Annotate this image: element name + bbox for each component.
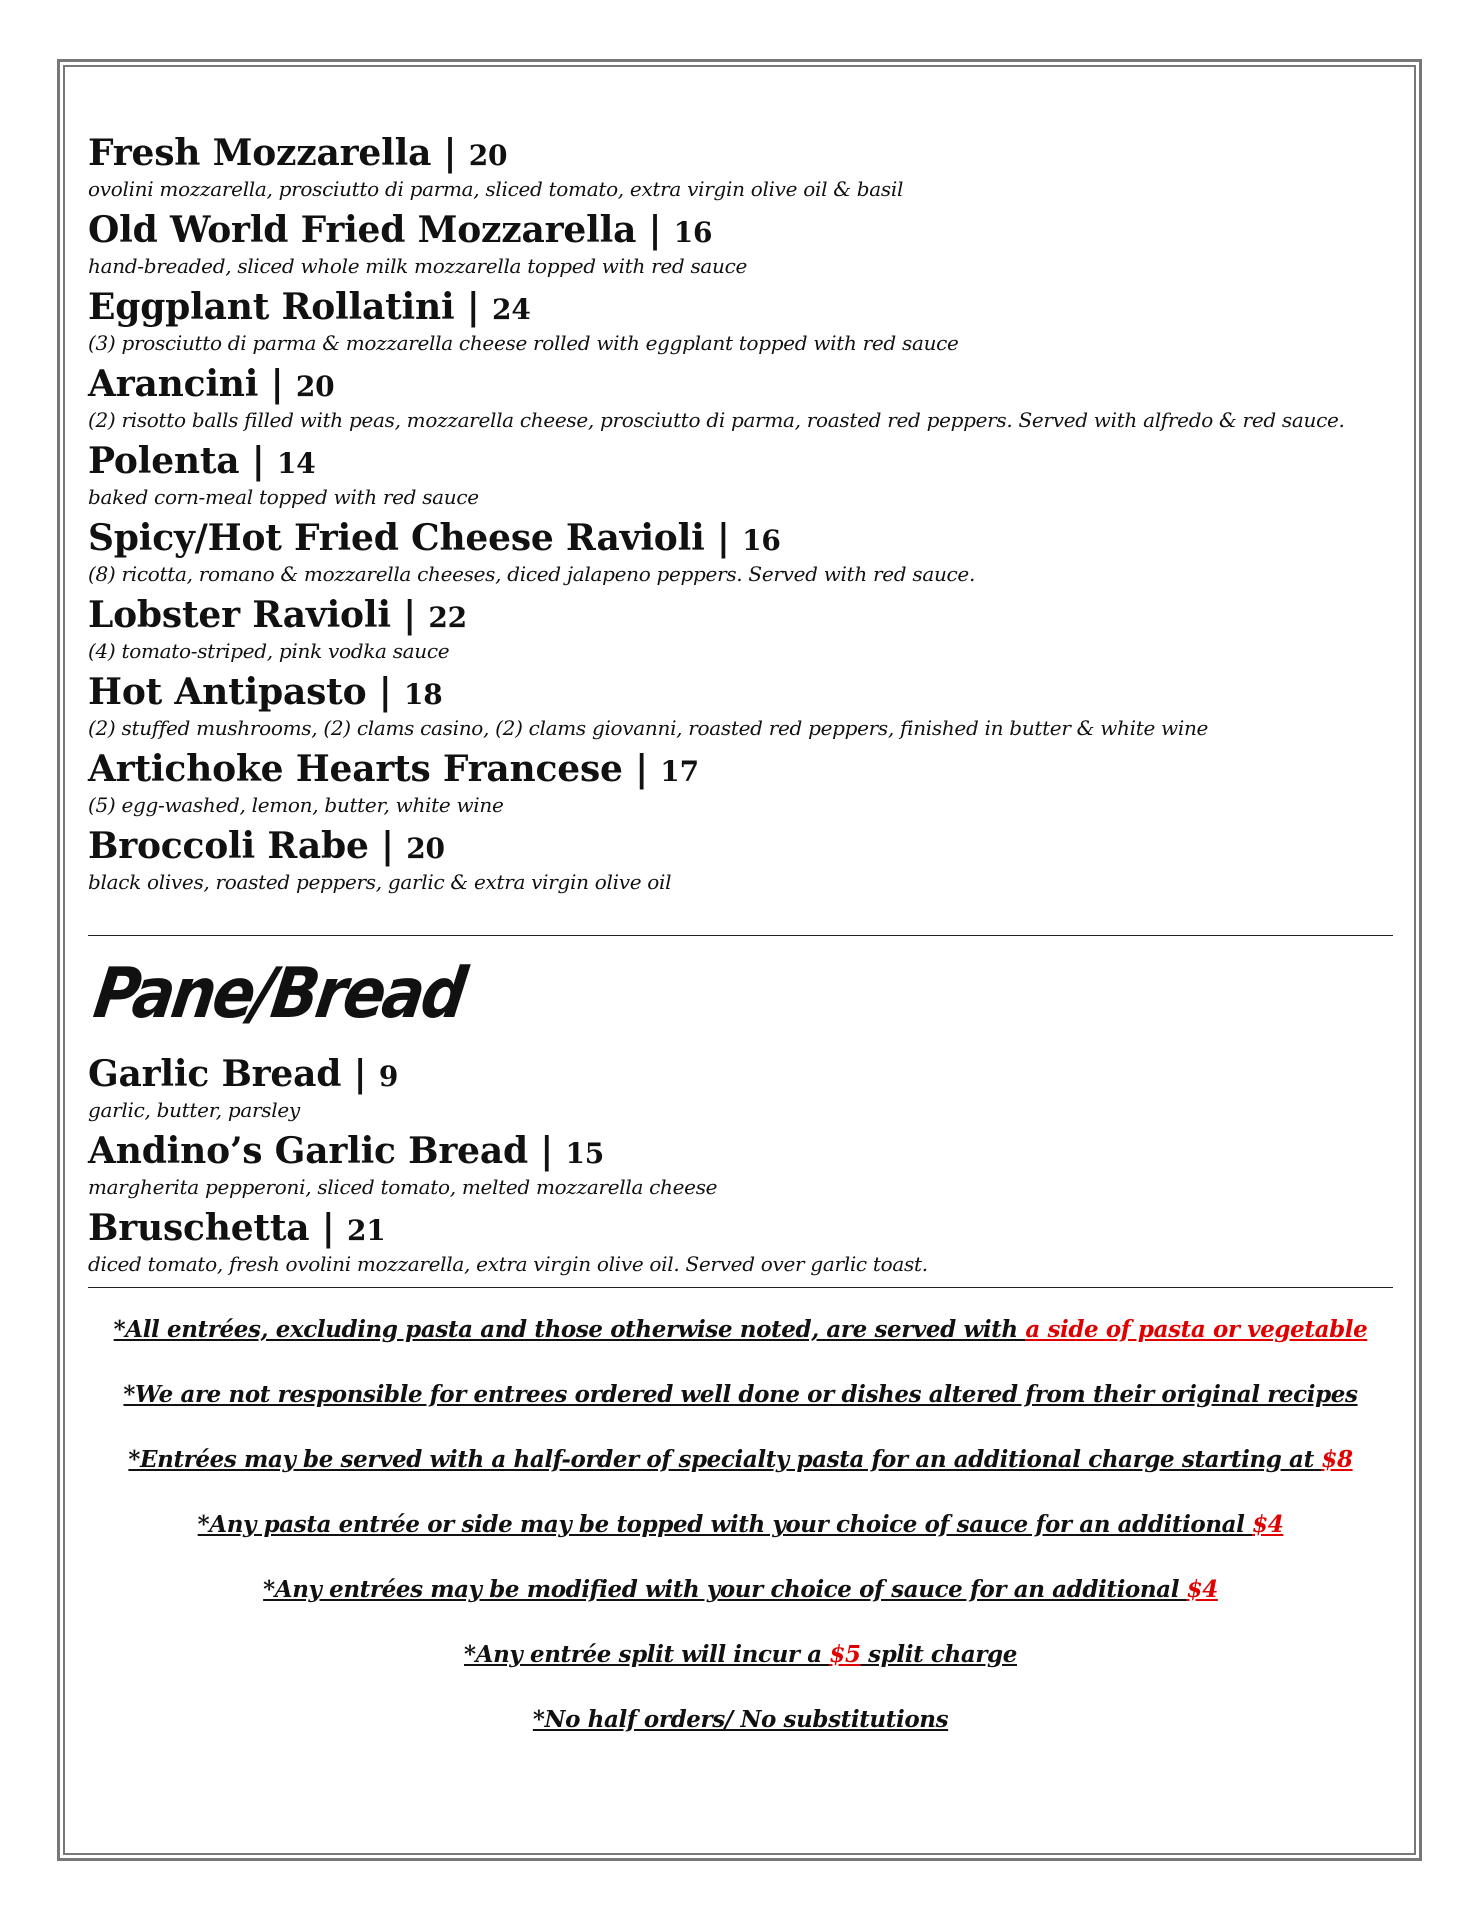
item-name: Bruschetta bbox=[88, 1207, 310, 1249]
note-text: *Any pasta entrée or side may be topped with your choice of sauce for an additional bbox=[197, 1511, 1253, 1538]
item-name: Eggplant Rollatini bbox=[88, 286, 455, 328]
section-title-bread: Pane/Bread bbox=[89, 952, 469, 1035]
item-separator: | bbox=[258, 363, 296, 405]
item-description: (2) risotto balls filled with peas, mozzarella cheese, prosciutto di parma, roasted red peppers. Served with alfredo & red sauce. bbox=[88, 408, 1345, 432]
menu-item bbox=[88, 209, 1393, 286]
item-description: margherita pepperoni, sliced tomato, melted mozzarella cheese bbox=[88, 1175, 718, 1199]
item-description: (5) egg-washed, lemon, butter, white wine bbox=[88, 793, 504, 817]
item-price: 21 bbox=[346, 1214, 386, 1247]
item-name: Garlic Bread bbox=[88, 1053, 342, 1095]
note-line bbox=[88, 1314, 1393, 1379]
item-description: garlic, butter, parsley bbox=[88, 1098, 300, 1122]
item-separator: | bbox=[622, 748, 661, 790]
note-text: *Any entrées may be modified with your choice of sauce for an additional bbox=[263, 1576, 1187, 1603]
notes-list bbox=[88, 1314, 1393, 1769]
item-price: 22 bbox=[428, 601, 467, 634]
item-price: 20 bbox=[468, 139, 508, 172]
appetizers-list bbox=[88, 132, 1393, 902]
item-price: 9 bbox=[378, 1060, 399, 1093]
item-description: (2) stuffed mushrooms, (2) clams casino, (2) clams giovanni, roasted red peppers, finished in butter & white wine bbox=[88, 716, 1209, 740]
note-line bbox=[88, 1509, 1393, 1574]
menu-item bbox=[88, 825, 1393, 902]
note-text: *All entrées, excluding pasta and those otherwise noted, are served with bbox=[113, 1316, 1026, 1343]
item-price: 20 bbox=[295, 370, 335, 403]
menu-content bbox=[88, 132, 1393, 1769]
item-price: 18 bbox=[403, 678, 443, 711]
item-separator: | bbox=[239, 440, 277, 482]
item-price: 16 bbox=[673, 216, 713, 249]
item-separator: | bbox=[454, 286, 493, 328]
item-price: 17 bbox=[660, 755, 699, 788]
note-highlight: a side of pasta or vegetable bbox=[1025, 1316, 1368, 1343]
note-line bbox=[88, 1704, 1393, 1769]
item-description: hand-breaded, sliced whole milk mozzarella topped with red sauce bbox=[88, 254, 748, 278]
note-text: *Any entrée split will incur a bbox=[464, 1641, 830, 1668]
item-separator: | bbox=[636, 209, 674, 251]
item-description: black olives, roasted peppers, garlic & extra virgin olive oil bbox=[88, 870, 672, 894]
note-text: *We are not responsible for entrees ordered well done or dishes altered from their original recipes bbox=[123, 1381, 1358, 1408]
note-highlight: $8 bbox=[1321, 1446, 1353, 1473]
bread-list bbox=[88, 1053, 1393, 1284]
menu-item bbox=[88, 748, 1393, 825]
item-price: 20 bbox=[406, 832, 445, 865]
item-name: Arancini bbox=[88, 363, 259, 405]
menu-item bbox=[88, 517, 1393, 594]
item-price: 24 bbox=[492, 293, 531, 326]
item-separator: | bbox=[431, 132, 469, 174]
item-separator: | bbox=[527, 1130, 566, 1172]
note-line bbox=[88, 1444, 1393, 1509]
item-description: diced tomato, fresh ovolini mozzarella, extra virgin olive oil. Served over garlic toast. bbox=[88, 1252, 928, 1276]
note-line bbox=[88, 1574, 1393, 1639]
item-name: Broccoli Rabe bbox=[88, 825, 369, 867]
note-line bbox=[88, 1379, 1393, 1444]
note-text-after: split charge bbox=[860, 1641, 1017, 1668]
note-highlight: $4 bbox=[1186, 1576, 1218, 1603]
item-separator: | bbox=[309, 1207, 347, 1249]
menu-item bbox=[88, 1053, 1393, 1130]
item-description: ovolini mozzarella, prosciutto di parma, sliced tomato, extra virgin olive oil & basil bbox=[88, 177, 904, 201]
note-highlight: $5 bbox=[829, 1641, 861, 1668]
item-description: (3) prosciutto di parma & mozzarella cheese rolled with eggplant topped with red sauce bbox=[88, 331, 959, 355]
item-name: Fresh Mozzarella bbox=[88, 132, 432, 174]
item-name: Old World Fried Mozzarella bbox=[88, 209, 637, 251]
menu-item bbox=[88, 1130, 1393, 1207]
item-name: Spicy/Hot Fried Cheese Ravioli bbox=[88, 517, 705, 559]
item-separator: | bbox=[390, 594, 429, 636]
menu-item bbox=[88, 286, 1393, 363]
note-text: *Entrées may be served with a half-order of specialty pasta for an additional charge starting at bbox=[128, 1446, 1322, 1473]
item-separator: | bbox=[704, 517, 743, 559]
note-highlight: $4 bbox=[1252, 1511, 1284, 1538]
menu-item bbox=[88, 440, 1393, 517]
note-line bbox=[88, 1639, 1393, 1704]
menu-item bbox=[88, 594, 1393, 671]
section-divider bbox=[88, 935, 1393, 936]
item-price: 16 bbox=[742, 524, 781, 557]
item-name: Lobster Ravioli bbox=[88, 594, 391, 636]
item-name: Polenta bbox=[88, 440, 240, 482]
item-separator: | bbox=[366, 671, 404, 713]
note-text: *No half orders/ No substitutions bbox=[532, 1706, 949, 1733]
menu-item bbox=[88, 1207, 1393, 1284]
item-separator: | bbox=[341, 1053, 379, 1095]
item-name: Artichoke Hearts Francese bbox=[88, 748, 623, 790]
item-name: Hot Antipasto bbox=[88, 671, 367, 713]
item-description: (8) ricotta, romano & mozzarella cheeses, diced jalapeno peppers. Served with red sauce. bbox=[88, 562, 976, 586]
menu-item bbox=[88, 132, 1393, 209]
item-name: Andino’s Garlic Bread bbox=[88, 1130, 528, 1172]
item-price: 14 bbox=[277, 447, 316, 480]
item-separator: | bbox=[368, 825, 407, 867]
section-divider bbox=[88, 1287, 1393, 1288]
item-description: (4) tomato-striped, pink vodka sauce bbox=[88, 639, 450, 663]
menu-item bbox=[88, 363, 1393, 440]
menu-item bbox=[88, 671, 1393, 748]
item-description: baked corn-meal topped with red sauce bbox=[88, 485, 479, 509]
item-price: 15 bbox=[565, 1137, 605, 1170]
